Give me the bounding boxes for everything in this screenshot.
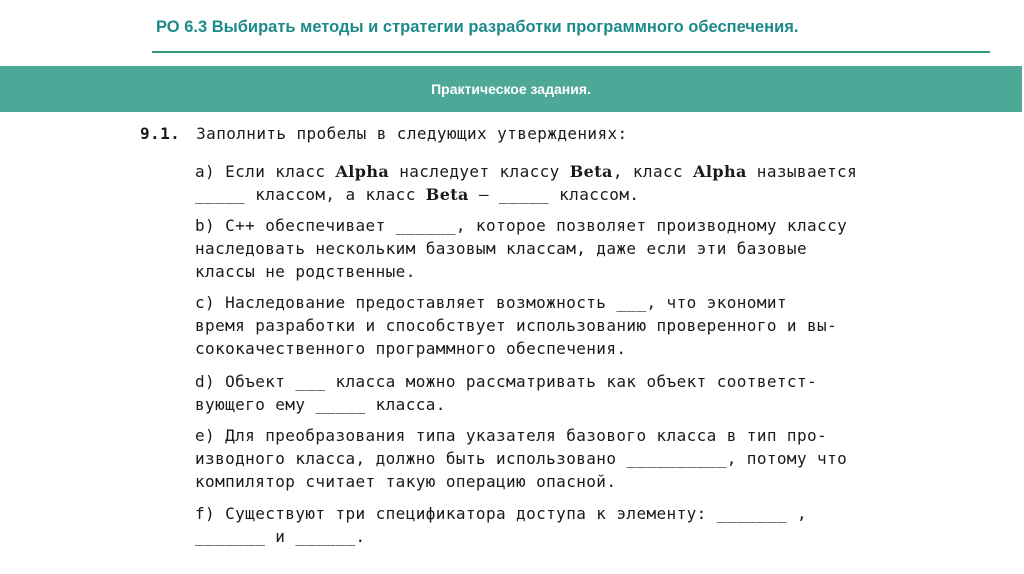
item-b-line-2: наследовать нескольким базовым классам, даже если эти базовые (195, 239, 808, 258)
item-d (195, 370, 915, 416)
section-band (0, 66, 1022, 112)
item-d-line-1: d) Объект ___ класса можно рассматривать как объект соответст- (195, 372, 818, 391)
section-heading: Практическое задания. (431, 81, 591, 97)
item-c-line-1: c) Наследование предоставляет возможность ___, что экономит (195, 293, 787, 312)
exercise-intro: Заполнить пробелы в следующих утверждениях: (196, 124, 628, 143)
item-f-line-2: _______ и ______. (195, 527, 366, 546)
exercise-heading (140, 124, 628, 143)
slide-title: РО 6.3 Выбирать методы и стратегии разработки программного обеспечения. (156, 18, 799, 36)
item-e-line-3: компилятор считает такую операцию опасной. (195, 472, 617, 491)
exercise-number: 9.1. (140, 124, 181, 143)
item-f-line-1: f) Существуют три спецификатора доступа к элементу: _______ , (195, 504, 808, 523)
item-a-line-2: _____ классом, а класс Beta — _____ классом. (195, 185, 640, 204)
item-c (195, 291, 915, 360)
item-b (195, 214, 915, 283)
item-b-line-1: b) C++ обеспечивает ______, которое позволяет производному классу (195, 216, 848, 235)
item-e-line-2: изводного класса, должно быть использовано __________, потому что (195, 449, 848, 468)
item-c-line-3: сококачественного программного обеспечения. (195, 339, 627, 358)
item-a (195, 160, 915, 206)
exercise-scan (140, 116, 920, 556)
item-d-line-2: вующего ему _____ класса. (195, 395, 446, 414)
item-e (195, 424, 915, 493)
item-a-line-1: a) Если класс Alpha наследует классу Beta, класс Alpha называется (195, 162, 858, 181)
item-c-line-2: время разработки и способствует использованию проверенного и вы- (195, 316, 838, 335)
title-underline (152, 51, 990, 53)
item-b-line-3: классы не родственные. (195, 262, 416, 281)
item-e-line-1: e) Для преобразования типа указателя базового класса в тип про- (195, 426, 828, 445)
item-f (195, 502, 915, 548)
